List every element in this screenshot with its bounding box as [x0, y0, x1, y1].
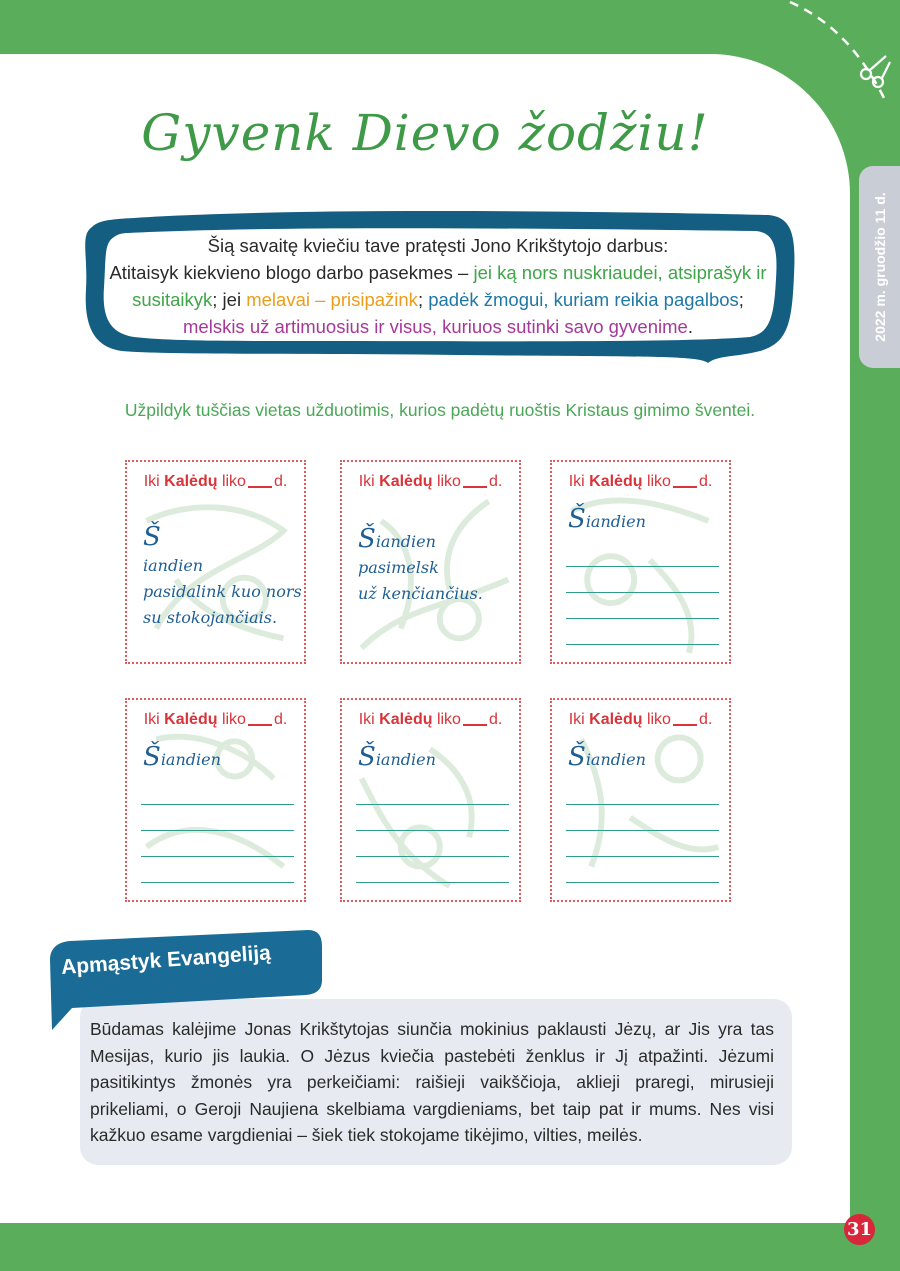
write-line[interactable]	[566, 592, 719, 593]
advent-card	[340, 698, 521, 902]
floral-ornament-icon	[342, 700, 519, 900]
card-task: pasidalink kuo nors su stokojančiais.	[143, 582, 302, 627]
intro-seg-blue: padėk žmogui, kuriam reikia pagalbos	[428, 289, 739, 310]
card-header: Iki Kalėdų liko d.	[143, 473, 288, 490]
page-title: Gyvenk Dievo žodžiu!	[141, 104, 709, 162]
write-line[interactable]	[356, 882, 509, 883]
card-text: Šiandien	[568, 504, 646, 534]
intro-line1: Šią savaitę kviečiu tave pratęsti Jono Krikštytojo darbus:	[207, 235, 669, 256]
intro-text	[108, 232, 768, 340]
advent-card	[340, 460, 521, 664]
write-line[interactable]	[356, 830, 509, 831]
advent-card	[550, 698, 731, 902]
gospel-text: Būdamas kalėjime Jonas Krikštytojas siunčia mokinius paklausti Jėzų, ar Jis yra tas Mesijas, kurio jis laukia. O Jėzus kviečia pastebėti ženklus ir Jį atpažinti. Jėzumi pasitikintys žmonės yra perkeičiami: raišieji vaikščioja, aklieji praregi, mirusieji prikeliami, o Geroji Naujiena skelbiama vargdieniams, bet taip pat ir mums. Nes visi kažkuo esame vargdieniai – šiek tiek stokojame tikėjimo, vilties, meilės.	[90, 1019, 774, 1145]
advent-card	[125, 460, 306, 664]
intro-seg9: .	[687, 316, 693, 337]
write-line[interactable]	[566, 830, 719, 831]
write-line[interactable]	[356, 856, 509, 857]
card-task: už kenčiančius.	[358, 584, 483, 603]
section-heading: Apmąstyk Evangeliją	[60, 941, 272, 980]
intro-seg-green: jei ką nors nuskriaudei, atsiprašyk ir susitaikyk	[132, 262, 767, 310]
card-header: Iki Kalėdų liko d.	[358, 711, 503, 728]
intro-seg-purple: melskis už artimuosius ir visus, kuriuos sutinki savo gyvenime	[183, 316, 688, 337]
write-line[interactable]	[566, 566, 719, 567]
intro-seg1: Atitaisyk kiekvieno blogo darbo pasekmes –	[109, 262, 474, 283]
intro-seg7: ;	[738, 289, 744, 310]
card-text: Šiandien pasimelsk už kenčiančius.	[358, 524, 483, 603]
card-header: Iki Kalėdų liko d.	[143, 711, 288, 728]
write-line[interactable]	[356, 804, 509, 805]
write-line[interactable]	[566, 618, 719, 619]
card-text: Šiandien	[143, 742, 221, 772]
card-header: Iki Kalėdų liko d.	[358, 473, 503, 490]
floral-ornament-icon	[552, 700, 729, 900]
write-line[interactable]	[566, 856, 719, 857]
card-text: Šiandien	[568, 742, 646, 772]
page-number: 31	[844, 1214, 875, 1245]
write-line[interactable]	[141, 882, 294, 883]
card-text: Šiandien	[358, 742, 436, 772]
write-line[interactable]	[566, 882, 719, 883]
write-line[interactable]	[566, 644, 719, 645]
write-line[interactable]	[141, 856, 294, 857]
write-line[interactable]	[566, 804, 719, 805]
floral-ornament-icon	[127, 700, 304, 900]
instruction-text: Užpildyk tuščias vietas užduotimis, kurios padėtų ruoštis Kristaus gimimo šventei.	[124, 400, 756, 420]
date-tab	[859, 166, 900, 368]
intro-seg5: ;	[417, 289, 429, 310]
card-header: Iki Kalėdų liko d.	[568, 711, 713, 728]
card-header: Iki Kalėdų liko d.	[568, 473, 713, 490]
write-line[interactable]	[141, 830, 294, 831]
advent-card	[125, 698, 306, 902]
intro-seg3: ; jei	[212, 289, 247, 310]
intro-seg-orange: melavai – prisipažink	[246, 289, 418, 310]
date-label: 2022 m. gruodžio 11 d.	[871, 192, 888, 342]
advent-card	[550, 460, 731, 664]
write-line[interactable]	[141, 804, 294, 805]
card-text: Š iandien pasidalink kuo nors su stokojančiais.	[143, 522, 302, 627]
floral-ornament-icon	[552, 462, 729, 662]
